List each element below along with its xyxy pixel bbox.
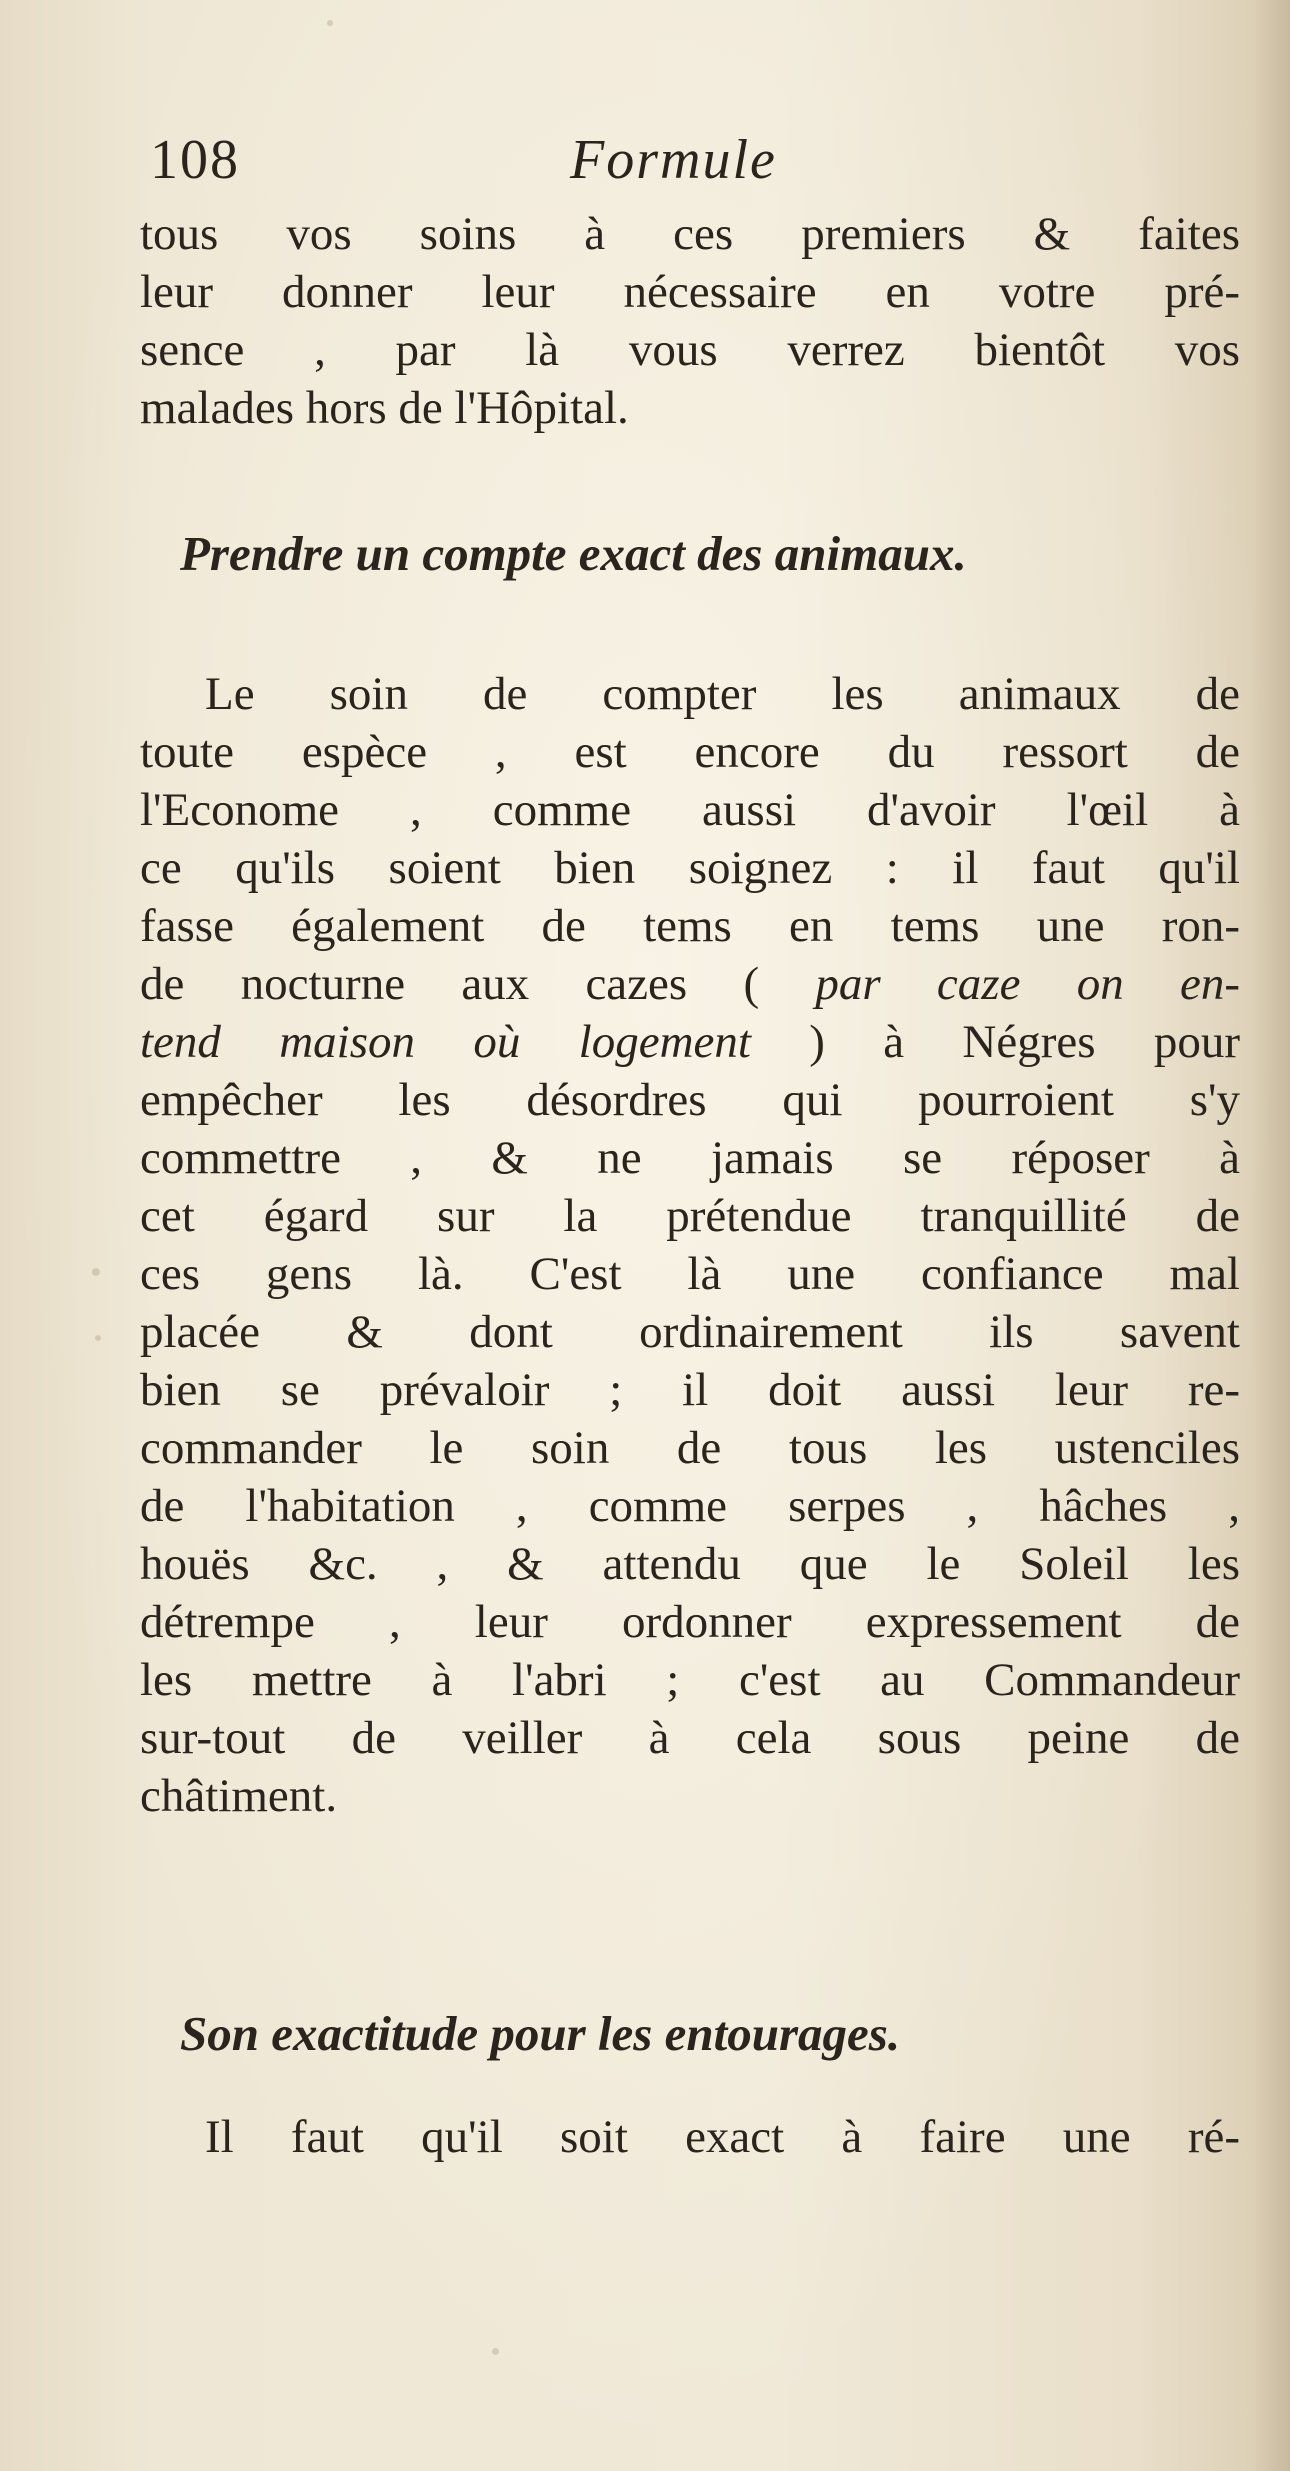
text-line: bien se prévaloir ; il doit aussi leur re- bbox=[140, 1364, 1240, 1416]
text-line: toute espèce , est encore du ressort de bbox=[140, 726, 1240, 778]
text-line bbox=[140, 955, 1240, 1013]
text-segment: ) à Négres pour bbox=[809, 1016, 1241, 1068]
text-line: Le soin de compter les animaux de bbox=[205, 668, 1240, 720]
text-line: leur donner leur nécessaire en votre pré- bbox=[140, 266, 1240, 318]
text-line: empêcher les désordres qui pourroient s'y bbox=[140, 1074, 1240, 1126]
paper-spot bbox=[92, 1268, 100, 1276]
text-line: placée & dont ordinairement ils savent bbox=[140, 1306, 1240, 1358]
page-number: 108 bbox=[150, 129, 240, 191]
text-line: commettre , & ne jamais se réposer à bbox=[140, 1132, 1240, 1184]
text-line: Il faut qu'il soit exact à faire une ré- bbox=[205, 2111, 1240, 2163]
text-line: fasse également de tems en tems une ron- bbox=[140, 900, 1240, 952]
paragraph-fences bbox=[140, 2108, 1240, 2166]
page-header bbox=[150, 128, 1150, 208]
paper-spot bbox=[95, 1335, 101, 1341]
running-head: Formule bbox=[570, 129, 777, 191]
text-line: châtiment. bbox=[140, 1770, 338, 1822]
section-heading-animals: Prendre un compte exact des animaux. bbox=[180, 526, 967, 581]
text-line: ce qu'ils soient bien soignez : il faut qu'il bbox=[140, 842, 1240, 894]
text-line bbox=[140, 1013, 1240, 1071]
text-line: cet égard sur la prétendue tranquillité de bbox=[140, 1190, 1240, 1242]
text-line: ces gens là. C'est là une confiance mal bbox=[140, 1248, 1240, 1300]
text-segment: de nocturne aux cazes ( bbox=[140, 958, 760, 1010]
section-heading-fences: Son exactitude pour les entourages. bbox=[180, 2006, 901, 2061]
text-line: détrempe , leur ordonner expressement de bbox=[140, 1596, 1240, 1648]
paragraph-hospital bbox=[140, 205, 1240, 437]
text-line: l'Econome , comme aussi d'avoir l'œil à bbox=[140, 784, 1240, 836]
text-line: sence , par là vous verrez bientôt vos bbox=[140, 324, 1240, 376]
text-line: tous vos soins à ces premiers & faites bbox=[140, 208, 1240, 260]
text-line: les mettre à l'abri ; c'est au Commandeur bbox=[140, 1654, 1240, 1706]
text-line: malades hors de l'Hôpital. bbox=[140, 382, 629, 434]
italic-gloss: par caze on en- bbox=[815, 958, 1240, 1010]
paper-spot bbox=[492, 2348, 499, 2355]
text-line: houës &c. , & attendu que le Soleil les bbox=[140, 1538, 1240, 1590]
italic-gloss: tend maison où logement bbox=[140, 1016, 751, 1068]
text-line: commander le soin de tous les ustenciles bbox=[140, 1422, 1240, 1474]
text-line: de l'habitation , comme serpes , hâches , bbox=[140, 1480, 1240, 1532]
paper-spot bbox=[327, 20, 333, 26]
paragraph-animals bbox=[140, 665, 1240, 1825]
text-line: sur-tout de veiller à cela sous peine de bbox=[140, 1712, 1240, 1764]
